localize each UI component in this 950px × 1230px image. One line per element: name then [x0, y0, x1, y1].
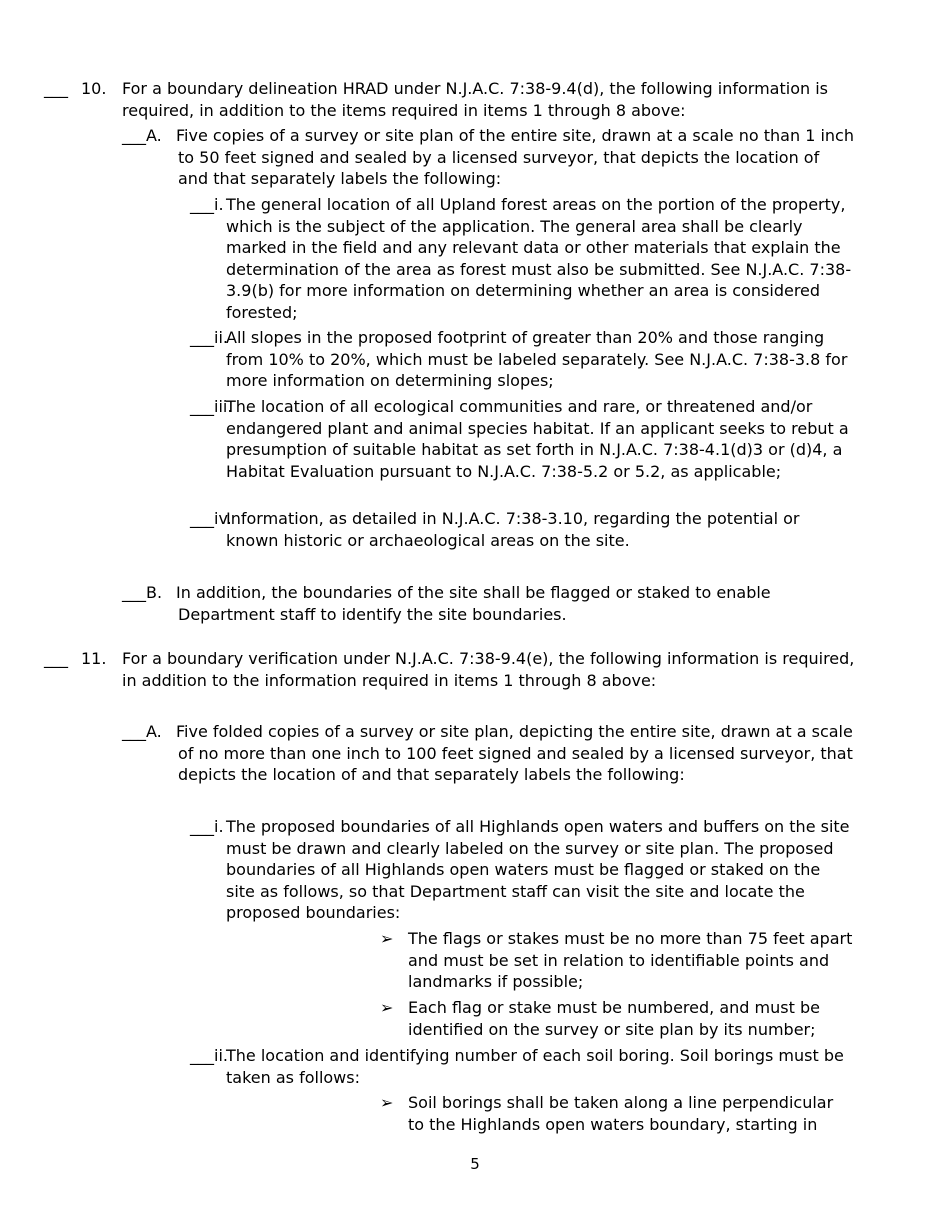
item-10-a-point-i-text: The general location of all Upland forest areas on the portion of the property, which is the subject of the application. The general area shall be clearly marked in the field and any relevant data or other materials that explain the determination of the area as forest must also be submitted. See N.J.A.C. 7:38-3.9(b) for more information on determining whether an area is considered forested; — [226, 195, 852, 322]
page-number: 5 — [470, 1155, 480, 1173]
item-10-a-point-iii-prefix: ___iii. — [190, 397, 233, 416]
item-10-sub-b — [122, 582, 854, 625]
item-11-sub-a — [122, 721, 854, 786]
item-10-sub-a-text: Five copies of a survey or site plan of the entire site, drawn at a scale no than 1 inch to 50 feet signed and sealed by a licensed surveyor, that depicts the location of and that separately labels the following: — [176, 126, 854, 188]
item-11-a-point-i-prefix: ___i. — [190, 817, 224, 836]
bullet-text: Soil borings shall be taken along a line perpendicular to the Highlands open waters boundary, starting in — [408, 1093, 834, 1134]
item-10-a-point-iv-prefix: ___iv. — [190, 509, 232, 528]
item-10 — [44, 78, 864, 121]
item-10-number: 10. — [81, 79, 107, 98]
item-11-sub-a-text: Five folded copies of a survey or site plan, depicting the entire site, drawn at a scale of no more than one inch to 100 feet signed and sealed by a licensed surveyor, that depicts the location of and that separately labels the following: — [176, 722, 853, 784]
item-11-a-point-i-text: The proposed boundaries of all Highlands open waters and buffers on the site must be drawn and clearly labeled on the survey or site plan. The proposed boundaries of all Highlands open waters must be flagged or staked on the site as follows, so that Department staff can visit the site and locate the proposed boundaries: — [226, 817, 850, 922]
item-10-a-point-iii — [190, 396, 854, 482]
item-10-a-point-ii-prefix: ___ii. — [190, 328, 228, 347]
item-11-a-point-ii — [190, 1045, 854, 1088]
arrow-bullet-icon: ➢ — [380, 998, 394, 1017]
arrow-bullet-icon: ➢ — [380, 929, 394, 948]
item-10-sub-b-prefix: ___B. — [122, 583, 163, 602]
item-10-text: For a boundary delineation HRAD under N.J.A.C. 7:38-9.4(d), the following information is required, in addition to the items required in items 1 through 8 above: — [122, 79, 828, 120]
item-11-sub-a-prefix: ___A. — [122, 722, 162, 741]
item-10-a-point-i — [190, 194, 854, 323]
item-11-a-i-bullet-2 — [380, 997, 854, 1040]
item-11-a-ii-bullet-1 — [380, 1092, 854, 1135]
bullet-text: The flags or stakes must be no more than 75 feet apart and must be set in relation to identifiable points and landmarks if possible; — [408, 929, 853, 991]
item-11-number: 11. — [81, 649, 107, 668]
item-10-checkbox-blank: ___ — [44, 79, 68, 98]
item-11-a-i-bullet-1 — [380, 928, 854, 993]
item-10-a-point-iv — [190, 508, 854, 551]
item-10-a-point-i-prefix: ___i. — [190, 195, 224, 214]
item-10-sub-a — [122, 125, 854, 190]
item-10-sub-a-prefix: ___A. — [122, 126, 162, 145]
item-10-a-point-ii-text: All slopes in the proposed footprint of greater than 20% and those ranging from 10% to 20%, which must be labeled separately. See N.J.A.C. 7:38-3.8 for more information on determining slopes; — [226, 328, 848, 390]
item-11-a-point-i — [190, 816, 854, 924]
item-11-checkbox-blank: ___ — [44, 649, 68, 668]
item-11-a-point-ii-prefix: ___ii. — [190, 1046, 228, 1065]
item-11-text: For a boundary verification under N.J.A.C. 7:38-9.4(e), the following information is required, in addition to the information required in items 1 through 8 above: — [122, 649, 855, 690]
item-10-a-point-iv-text: Information, as detailed in N.J.A.C. 7:38-3.10, regarding the potential or known historic or archaeological areas on the site. — [226, 509, 800, 550]
bullet-text: Each flag or stake must be numbered, and must be identified on the survey or site plan by its number; — [408, 998, 820, 1039]
item-11 — [44, 648, 864, 691]
item-10-a-point-ii — [190, 327, 854, 392]
item-11-a-point-ii-text: The location and identifying number of each soil boring. Soil borings must be taken as follows: — [226, 1046, 844, 1087]
arrow-bullet-icon: ➢ — [380, 1093, 394, 1112]
item-10-a-point-iii-text: The location of all ecological communities and rare, or threatened and/or endangered plant and animal species habitat. If an applicant seeks to rebut a presumption of suitable habitat as set forth in N.J.A.C. 7:38-4.1(d)3 or (d)4, a Habitat Evaluation pursuant to N.J.A.C. 7:38-5.2 or 5.2, as applicable; — [226, 397, 849, 481]
item-10-sub-b-text: In addition, the boundaries of the site shall be flagged or staked to enable Department staff to identify the site boundaries. — [176, 583, 771, 624]
